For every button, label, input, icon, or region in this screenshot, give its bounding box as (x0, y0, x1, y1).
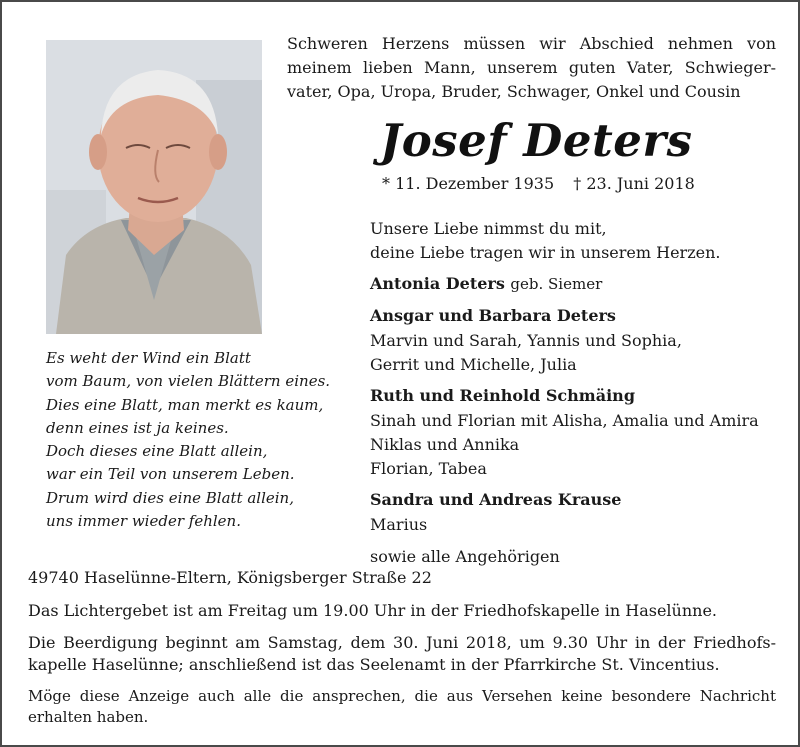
family-member-line: Marius (370, 515, 428, 534)
death-date: † 23. Juni 2018 (573, 174, 695, 193)
poem-line: war ein Teil von unserem Leben. (46, 465, 295, 484)
family-group-head: Sandra und Andreas Krause (370, 490, 622, 509)
quote-line: deine Liebe tragen wir in unserem Herzen. (370, 243, 721, 262)
details-block (28, 566, 776, 728)
prayer-notice: Das Lichtergebet ist am Freitag um 19.00 Uhr in der Friedhofskapelle in Haselünne. (28, 601, 718, 620)
poem-line: denn eines ist ja keines. (46, 418, 229, 437)
spouse-line (370, 271, 790, 297)
deceased-name: Josef Deters (380, 114, 693, 167)
address: 49740 Haselünne-Eltern, Königsberger Straße 22 (28, 568, 432, 587)
closing-note: Möge diese Anzeige auch alle die ansprechen, die aus Versehen keine besondere Nachricht erhalten haben. (28, 687, 776, 726)
spouse-maiden-name: geb. Siemer (510, 275, 603, 293)
family-group-head: Ansgar und Barbara Deters (370, 306, 616, 325)
portrait-image (46, 40, 262, 334)
portrait-photo (46, 40, 262, 334)
poem (46, 347, 346, 533)
family-member-line: Marvin und Sarah, Yannis und Sophia, (370, 331, 682, 350)
intro-text: Schweren Herzens müssen wir Abschied nehmen von meinem lieben Mann, unserem guten Vater, Schwieger-vater, Opa, Uropa, Bruder, Schwager, Onkel und Cousin (287, 34, 776, 101)
funeral-notice: Die Beerdigung beginnt am Samstag, dem 30. Juni 2018, um 9.30 Uhr in der Friedhofs-kapelle Haselünne; anschließend ist das Seelenamt in der Pfarrkirche St. Vincentius. (28, 633, 776, 674)
relatives-line: sowie alle Angehörigen (370, 547, 560, 566)
quote-line: Unsere Liebe nimmst du mit, (370, 219, 607, 238)
family-member-line: Florian, Tabea (370, 459, 487, 478)
spouse-name: Antonia Deters (370, 274, 505, 293)
poem-line: Doch dieses eine Blatt allein, (46, 442, 268, 461)
family-member-line: Sinah und Florian mit Alisha, Amalia und Amira (370, 411, 759, 430)
birth-date: * 11. Dezember 1935 (382, 174, 555, 193)
family-block (370, 217, 790, 569)
poem-line: Drum wird dies eine Blatt allein, (46, 488, 294, 507)
family-member-line: Niklas und Annika (370, 435, 520, 454)
family-group-head: Ruth und Reinhold Schmäing (370, 386, 635, 405)
poem-line: Dies eine Blatt, man merkt es kaum, (46, 395, 324, 414)
poem-line: Es weht der Wind ein Blatt (46, 349, 251, 367)
poem-line: vom Baum, von vielen Blättern eines. (46, 372, 331, 391)
family-member-line: Gerrit und Michelle, Julia (370, 355, 577, 374)
poem-line: uns immer wieder fehlen. (46, 512, 241, 531)
life-dates (382, 174, 709, 193)
